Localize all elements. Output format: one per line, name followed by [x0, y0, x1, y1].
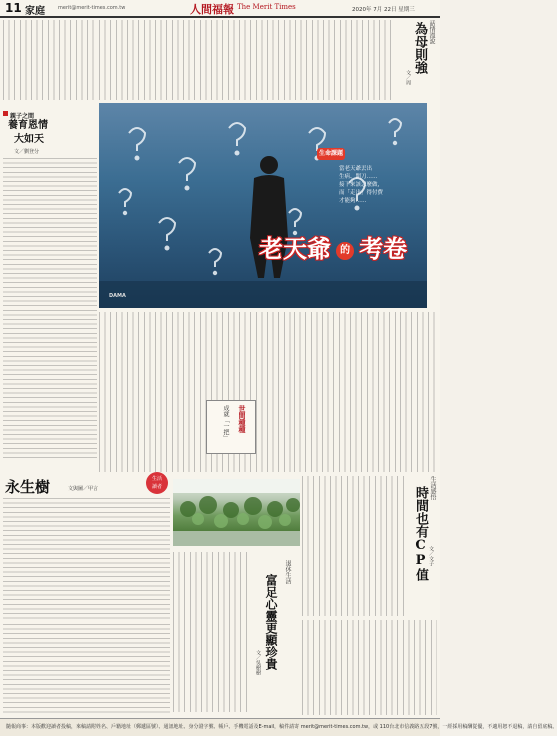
spirit-title: 富足心靈更顯珍貴 — [264, 574, 278, 670]
feature-quote — [339, 165, 419, 205]
headline-part-a: 老天爺 — [259, 234, 331, 263]
headline-particle: 的 — [336, 242, 354, 260]
feature-image — [99, 103, 427, 308]
parenting-tag-bar — [3, 103, 97, 120]
pull-quote-box — [206, 400, 256, 454]
image-credit: DAMA — [109, 293, 126, 299]
parenting-body-text — [3, 158, 97, 458]
life-lesson-badge: 生命課題 — [317, 148, 345, 160]
badge-line: 讀者 — [151, 484, 162, 490]
badge-line: 生活 — [151, 476, 162, 482]
time-title: 時間也有CP值 — [413, 486, 428, 581]
spirit-body-text-left — [173, 552, 251, 712]
issue-date: 2020年 7月 22日 星期三 — [352, 7, 415, 13]
feature-side-text — [400, 312, 437, 472]
tree-body-text — [3, 498, 170, 620]
page-header — [0, 0, 440, 18]
parenting-tag: 親子之間 — [10, 113, 35, 120]
headline-part-b: 考卷 — [359, 234, 408, 263]
spirit-author: 文／吳樹樹 — [255, 650, 261, 675]
feature-body-text-left — [99, 312, 291, 472]
footer-notice: 隨報商事：本版歡迎讀者投稿，來稿請附姓名、戶籍地址（郵遞區號）、通訊地址、身分證字號、帳戶、手機電話及E-mail，稿件請寄 merit@merit-times.com.tw，或 110台北市信義路五段7號，一經採用稿酬從優，不適用恕不退稿，請自留底稿。 — [6, 724, 557, 730]
spirit-body-text-right — [302, 620, 437, 715]
pull-quote-sub: 成就「一把」 — [222, 405, 229, 441]
quote-line: 生病、開刀…… — [339, 174, 378, 180]
feature-headline — [259, 229, 407, 264]
masthead-logo: 人間福報 — [190, 3, 234, 16]
tree-title: 永生樹 — [5, 478, 51, 496]
reader-badge — [146, 472, 168, 494]
column-title: 為母則強 — [412, 22, 427, 74]
pull-quote-text: 世間種種 — [238, 405, 246, 433]
page-footer — [0, 718, 557, 736]
quote-line: 而「走出」得付費 — [339, 190, 384, 196]
time-body-text — [302, 476, 405, 616]
time-author: 文／文子 — [428, 546, 434, 566]
time-title-block — [408, 476, 438, 616]
lower-left-text — [3, 624, 170, 714]
time-tag: 生活感悟 — [429, 476, 436, 500]
spirit-tag: 退休生活 — [284, 560, 291, 584]
contact-url[interactable]: merit@merit-times.com.tw — [58, 5, 126, 11]
parenting-author: 文／劉登分 — [14, 149, 40, 155]
quote-line: 當老天爺丟出 — [339, 166, 373, 172]
tree-author: 文與圖／甲言 — [68, 486, 99, 492]
quote-line: 才能夠…… — [339, 198, 367, 204]
left-column-text-top — [3, 20, 98, 100]
green-wall-image — [173, 479, 300, 546]
section-name: 家庭 — [25, 6, 45, 17]
spirit-title-block — [255, 560, 295, 710]
feature-body-text-right — [294, 312, 397, 472]
column-tag: 話情漫說 — [428, 20, 435, 44]
parenting-title-1: 養育恩情 — [8, 120, 48, 131]
column-author: 文／周 — [405, 70, 411, 85]
right-top-body-text — [99, 20, 394, 100]
parenting-title-2: 大如天 — [14, 134, 44, 145]
quote-line: 接下來該怎麼做， — [339, 182, 384, 188]
masthead-logo-en: The Merit Times — [237, 3, 296, 11]
page-number: 11 — [5, 1, 22, 15]
column-title-block — [405, 20, 437, 100]
